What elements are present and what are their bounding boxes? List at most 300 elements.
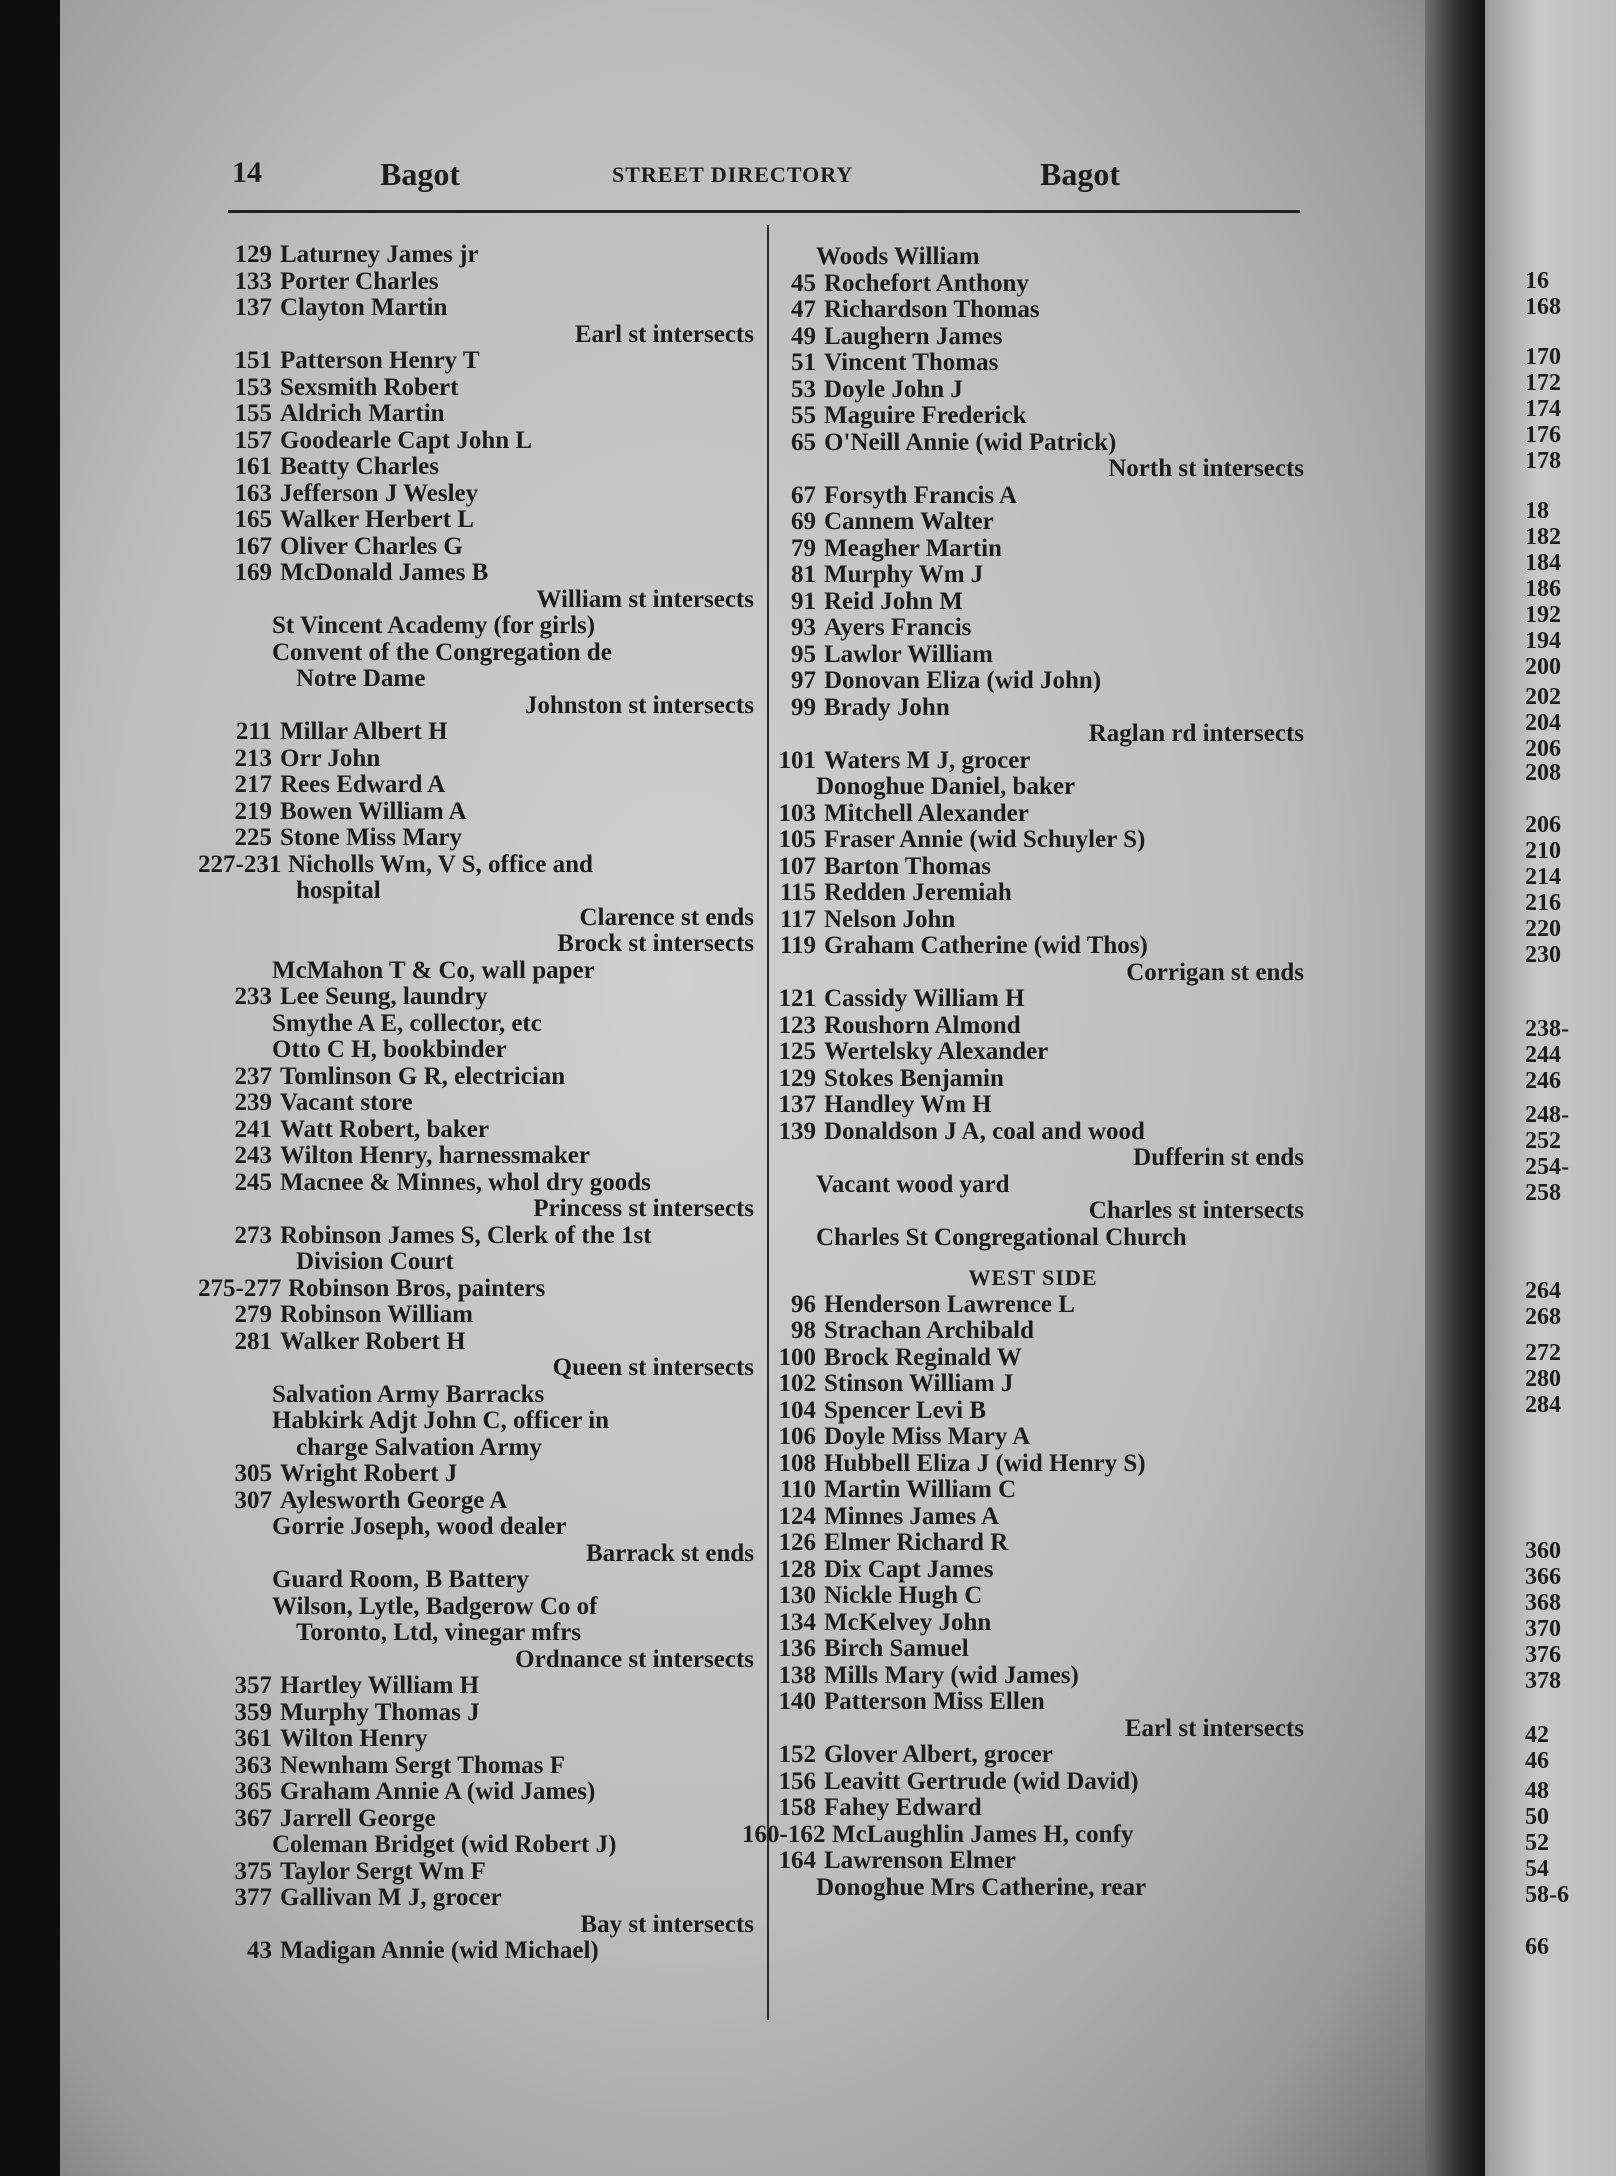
entry-text: Tomlinson G R, electrician xyxy=(280,1062,566,1090)
directory-entry xyxy=(762,1013,1304,1040)
directory-entry xyxy=(218,1700,754,1727)
house-number: 157 xyxy=(234,426,272,454)
entry-text: McMahon T & Co, wall paper xyxy=(272,956,595,984)
directory-entry xyxy=(218,1673,754,1700)
directory-entry xyxy=(762,1066,1304,1093)
entry-text: Wertelsky Alexander xyxy=(824,1038,1049,1065)
directory-entry xyxy=(218,1037,754,1064)
house-number: 217 xyxy=(234,771,272,798)
directory-entry xyxy=(762,1795,1304,1822)
house-number: 305 xyxy=(234,1460,272,1487)
directory-entry xyxy=(762,1451,1304,1478)
entry-text: Doyle Miss Mary A xyxy=(824,1423,1031,1450)
house-number: 363 xyxy=(234,1751,272,1779)
next-page-house-number: 264 xyxy=(1525,1278,1561,1304)
next-page-house-number: 280 xyxy=(1525,1366,1561,1392)
next-page-house-number: 370 xyxy=(1525,1616,1561,1642)
house-number: 359 xyxy=(234,1698,272,1726)
entry-text: Sexsmith Robert xyxy=(280,373,459,401)
house-number: 104 xyxy=(778,1396,816,1424)
house-number: 273 xyxy=(234,1221,272,1249)
next-page-house-number: 182 xyxy=(1525,524,1561,550)
entry-text: Vacant store xyxy=(280,1089,413,1116)
entry-text: St Vincent Academy (for girls) xyxy=(272,612,596,639)
directory-entry xyxy=(762,1663,1304,1690)
house-number: 241 xyxy=(234,1115,272,1143)
house-number: 106 xyxy=(778,1423,816,1450)
cross-street-note xyxy=(762,1716,1304,1743)
next-page-house-number: 172 xyxy=(1525,370,1561,396)
entry-text: Brady John xyxy=(824,693,950,721)
directory-title: STREET DIRECTORY xyxy=(612,162,854,187)
house-number: 51 xyxy=(791,349,816,376)
house-number: 124 xyxy=(778,1502,816,1530)
directory-entry xyxy=(218,1726,754,1753)
entry-text: Salvation Army Barracks xyxy=(272,1380,545,1408)
directory-entry xyxy=(218,984,754,1011)
house-number: 96 xyxy=(791,1290,816,1318)
entry-text: Brock st intersects xyxy=(557,930,754,957)
directory-entry xyxy=(762,244,1304,271)
next-page-house-number: 284 xyxy=(1525,1392,1561,1418)
entry-text: Cannem Walter xyxy=(824,508,994,535)
directory-entry xyxy=(218,1806,754,1833)
house-number: 134 xyxy=(778,1608,816,1636)
house-number: 119 xyxy=(779,932,816,959)
directory-entry xyxy=(218,1594,754,1621)
entry-text: Guard Room, B Battery xyxy=(272,1566,529,1593)
house-number: 129 xyxy=(778,1064,816,1092)
house-number: 97 xyxy=(791,667,816,694)
entry-text: Ordnance st intersects xyxy=(515,1645,754,1673)
cross-street-note xyxy=(218,1647,754,1674)
house-number: 128 xyxy=(778,1555,816,1583)
house-number: 167 xyxy=(234,532,272,560)
house-number: 156 xyxy=(778,1767,816,1795)
next-page-house-number: 178 xyxy=(1525,448,1561,474)
entry-text: Aldrich Martin xyxy=(280,400,445,427)
house-number: 281 xyxy=(234,1327,272,1355)
directory-entry xyxy=(762,1292,1304,1319)
house-number: 101 xyxy=(778,746,816,774)
page-header xyxy=(232,156,1302,196)
house-number: 69 xyxy=(791,508,816,535)
directory-entry xyxy=(218,1408,754,1435)
directory-entry xyxy=(762,509,1304,536)
house-number: 126 xyxy=(778,1529,816,1556)
next-page-house-number: 214 xyxy=(1525,864,1561,890)
directory-entry xyxy=(762,907,1304,934)
directory-entry xyxy=(218,1514,754,1541)
house-number: 219 xyxy=(234,797,272,825)
entry-text: hospital xyxy=(296,877,381,904)
next-page-house-number: 52 xyxy=(1525,1830,1549,1856)
directory-entry xyxy=(762,1769,1304,1796)
directory-entry xyxy=(762,695,1304,722)
directory-entry xyxy=(218,1885,754,1912)
house-number: 361 xyxy=(234,1725,272,1752)
entry-text: Cassidy William H xyxy=(824,985,1025,1012)
directory-entry xyxy=(762,1477,1304,1504)
entry-text: Rochefort Anthony xyxy=(824,269,1029,297)
directory-entry xyxy=(762,880,1304,907)
house-number: 65 xyxy=(791,428,816,456)
directory-entry xyxy=(762,1345,1304,1372)
next-page-house-number: 216 xyxy=(1525,890,1561,916)
entry-text: Watt Robert, baker xyxy=(280,1115,489,1143)
house-number: 233 xyxy=(234,983,272,1010)
house-number: 161 xyxy=(234,453,272,480)
house-number: 245 xyxy=(234,1168,272,1196)
cross-street-note xyxy=(218,1541,754,1568)
cross-street-note xyxy=(762,1198,1304,1225)
entry-text: Birch Samuel xyxy=(824,1635,969,1662)
directory-entry xyxy=(218,799,754,826)
directory-entry xyxy=(762,748,1304,775)
cross-street-note xyxy=(218,905,754,932)
directory-entry xyxy=(762,1398,1304,1425)
entry-text: Robinson William xyxy=(280,1301,473,1328)
next-page-house-number: 202 xyxy=(1525,684,1561,710)
directory-entry xyxy=(218,825,754,852)
entry-text: McKelvey John xyxy=(824,1608,992,1636)
cross-street-note xyxy=(218,322,754,349)
cross-street-note xyxy=(762,721,1304,748)
entry-text: Charles St Congregational Church xyxy=(816,1223,1187,1251)
house-number: 243 xyxy=(234,1142,272,1169)
next-page-house-number: 58-6 xyxy=(1525,1882,1569,1908)
house-number: 108 xyxy=(778,1449,816,1477)
entry-text: Fraser Annie (wid Schuyler S) xyxy=(824,826,1146,853)
cross-street-note xyxy=(218,1355,754,1382)
house-number: 140 xyxy=(778,1688,816,1715)
house-number: 211 xyxy=(235,718,272,745)
directory-entry xyxy=(762,642,1304,669)
entry-text: WEST SIDE xyxy=(968,1265,1098,1290)
entry-text: McLaughlin James H, confy xyxy=(832,1820,1134,1848)
cross-street-note xyxy=(218,587,754,614)
directory-entry xyxy=(762,1172,1304,1199)
entry-text: Handley Wm H xyxy=(824,1091,992,1118)
house-number: 49 xyxy=(791,322,816,350)
directory-entry xyxy=(218,1461,754,1488)
directory-entry xyxy=(762,1092,1304,1119)
entry-text: William st intersects xyxy=(536,585,754,613)
house-number: 43 xyxy=(247,1937,272,1964)
entry-text: Coleman Bridget (wid Robert J) xyxy=(272,1831,617,1858)
next-page-house-number: 18 xyxy=(1525,498,1549,524)
directory-entry xyxy=(218,1090,754,1117)
house-number: 123 xyxy=(778,1011,816,1039)
entry-text: Laturney James jr xyxy=(280,241,479,268)
next-page-house-number: 194 xyxy=(1525,628,1561,654)
entry-text: Reid John M xyxy=(824,587,963,615)
entry-text: Beatty Charles xyxy=(280,453,439,480)
house-number: 227-231 xyxy=(198,850,282,878)
cross-street-note xyxy=(218,931,754,958)
house-number: 275-277 xyxy=(198,1274,282,1302)
house-number: 160-162 xyxy=(742,1820,826,1848)
house-number: 107 xyxy=(778,852,816,880)
directory-entry xyxy=(762,1504,1304,1531)
entry-text: Laughern James xyxy=(824,322,1003,350)
directory-entry xyxy=(762,1610,1304,1637)
directory-entry xyxy=(218,772,754,799)
entry-text: Toronto, Ltd, vinegar mfrs xyxy=(296,1619,581,1646)
next-page-house-number: 208 xyxy=(1525,760,1561,786)
entry-text: Stokes Benjamin xyxy=(824,1064,1004,1092)
entry-text: Clarence st ends xyxy=(579,903,754,931)
spacer xyxy=(762,1251,1304,1265)
directory-entry xyxy=(218,1064,754,1091)
cross-street-note xyxy=(218,1912,754,1939)
entry-text: Lawlor William xyxy=(824,640,993,668)
directory-entry xyxy=(218,1620,754,1647)
directory-entry xyxy=(218,878,754,905)
next-page-house-number: 206 xyxy=(1525,812,1561,838)
directory-entry xyxy=(218,666,754,693)
entry-text: Strachan Archibald xyxy=(824,1317,1034,1344)
house-number: 55 xyxy=(791,402,816,429)
entry-text: Jarrell George xyxy=(280,1804,436,1832)
directory-entry xyxy=(198,850,754,879)
directory-entry xyxy=(198,1274,754,1303)
directory-entry xyxy=(218,507,754,534)
entry-text: Raglan rd intersects xyxy=(1088,720,1304,747)
entry-text: Clayton Martin xyxy=(280,294,448,321)
entry-text: Forsyth Francis A xyxy=(824,481,1018,509)
directory-entry xyxy=(218,481,754,508)
entry-text: Hartley William H xyxy=(280,1672,480,1699)
next-page-house-number: 16 xyxy=(1525,268,1549,294)
entry-text: Vacant wood yard xyxy=(816,1170,1010,1198)
entry-text: Stone Miss Mary xyxy=(280,824,462,851)
entry-text: Mills Mary (wid James) xyxy=(824,1661,1079,1689)
entry-text: Robinson James S, Clerk of the 1st xyxy=(280,1221,652,1249)
house-number: 130 xyxy=(778,1582,816,1609)
directory-entry xyxy=(762,827,1304,854)
entry-text: Maguire Frederick xyxy=(824,402,1027,429)
house-number: 81 xyxy=(791,561,816,588)
entry-text: Murphy Wm J xyxy=(824,561,984,588)
house-number: 100 xyxy=(778,1343,816,1371)
entry-text: Wilson, Lytle, Badgerow Co of xyxy=(272,1592,598,1620)
entry-text: Otto C H, bookbinder xyxy=(272,1036,507,1063)
directory-entry xyxy=(218,1753,754,1780)
house-number: 137 xyxy=(778,1091,816,1118)
entry-text: Donovan Eliza (wid John) xyxy=(824,667,1102,694)
entry-text: charge Salvation Army xyxy=(296,1433,542,1461)
entry-text: Notre Dame xyxy=(296,665,426,692)
house-number: 158 xyxy=(778,1794,816,1821)
next-page-house-number: 238- xyxy=(1525,1016,1569,1042)
cross-street-note xyxy=(762,1145,1304,1172)
directory-entry xyxy=(218,1488,754,1515)
house-number: 79 xyxy=(791,534,816,562)
house-number: 152 xyxy=(778,1741,816,1768)
directory-entry xyxy=(218,1938,754,1965)
entry-text: Nelson John xyxy=(824,905,956,933)
next-page-house-number: 244 xyxy=(1525,1042,1561,1068)
directory-entry xyxy=(762,854,1304,881)
entry-text: Habkirk Adjt John C, officer in xyxy=(272,1407,610,1434)
entry-text: Hubbell Eliza J (wid Henry S) xyxy=(824,1449,1146,1477)
house-number: 47 xyxy=(791,296,816,323)
directory-entry xyxy=(218,613,754,640)
entry-text: Vincent Thomas xyxy=(824,349,999,376)
entry-text: Elmer Richard R xyxy=(824,1529,1009,1556)
house-number: 279 xyxy=(234,1301,272,1328)
entry-text: Dufferin st ends xyxy=(1133,1144,1304,1171)
next-page-house-number: 186 xyxy=(1525,576,1561,602)
house-number: 125 xyxy=(778,1038,816,1065)
directory-entry xyxy=(762,1689,1304,1716)
entry-text: Lawrenson Elmer xyxy=(824,1847,1016,1874)
directory-entry xyxy=(762,377,1304,404)
next-page-house-number: 168 xyxy=(1525,294,1561,320)
directory-entry xyxy=(762,1875,1304,1902)
directory-entry xyxy=(762,350,1304,377)
next-page-house-number: 360 xyxy=(1525,1538,1561,1564)
next-page-house-number: 192 xyxy=(1525,602,1561,628)
directory-entry xyxy=(218,1170,754,1197)
directory-entry xyxy=(218,1117,754,1144)
directory-entry xyxy=(218,1223,754,1250)
next-page-house-number: 42 xyxy=(1525,1722,1549,1748)
directory-entry xyxy=(218,348,754,375)
entry-text: Walker Herbert L xyxy=(280,506,474,533)
directory-entry xyxy=(762,297,1304,324)
directory-entry xyxy=(218,640,754,667)
next-page-house-number: 210 xyxy=(1525,838,1561,864)
directory-entry xyxy=(218,1249,754,1276)
directory-entry xyxy=(218,269,754,296)
entry-text: Gorrie Joseph, wood dealer xyxy=(272,1513,567,1540)
next-page-house-number: 376 xyxy=(1525,1642,1561,1668)
entry-text: Barton Thomas xyxy=(824,852,991,880)
entry-text: Wright Robert J xyxy=(280,1460,458,1487)
directory-entry xyxy=(218,1859,754,1886)
entry-text: Charles st intersects xyxy=(1088,1197,1304,1224)
entry-text: Ayers Francis xyxy=(824,614,972,641)
next-page-house-number: 272 xyxy=(1525,1340,1561,1366)
directory-entry xyxy=(218,1011,754,1038)
entry-text: Mitchell Alexander xyxy=(824,799,1029,827)
entry-text: Princess st intersects xyxy=(533,1195,754,1222)
entry-text: McDonald James B xyxy=(280,559,489,586)
house-number: 153 xyxy=(234,373,272,401)
cross-street-note xyxy=(762,456,1304,483)
house-number: 133 xyxy=(234,267,272,295)
entry-text: Redden Jeremiah xyxy=(824,879,1012,906)
directory-entry xyxy=(218,454,754,481)
directory-entry xyxy=(762,1848,1304,1875)
directory-entry xyxy=(762,986,1304,1013)
directory-entry xyxy=(762,933,1304,960)
directory-entry xyxy=(762,668,1304,695)
house-number: 98 xyxy=(791,1317,816,1344)
left-column xyxy=(198,241,754,1965)
house-number: 110 xyxy=(779,1476,816,1503)
house-number: 239 xyxy=(234,1089,272,1116)
house-number: 103 xyxy=(778,799,816,827)
entry-text: Donoghue Mrs Catherine, rear xyxy=(816,1873,1147,1901)
directory-entry xyxy=(218,242,754,269)
house-number: 67 xyxy=(791,481,816,509)
directory-entry xyxy=(218,1302,754,1329)
cross-street-note xyxy=(218,1196,754,1223)
directory-entry xyxy=(762,1583,1304,1610)
entry-text: Oliver Charles G xyxy=(280,532,463,560)
entry-text: Fahey Edward xyxy=(824,1794,982,1821)
house-number: 163 xyxy=(234,479,272,507)
next-page-house-number: 206 xyxy=(1525,736,1561,762)
entry-text: Waters M J, grocer xyxy=(824,746,1031,774)
entry-text: Madigan Annie (wid Michael) xyxy=(280,1937,599,1964)
house-number: 117 xyxy=(779,905,816,933)
directory-entry xyxy=(218,1329,754,1356)
house-number: 91 xyxy=(791,587,816,615)
next-page-house-number: 184 xyxy=(1525,550,1561,576)
house-number: 307 xyxy=(234,1486,272,1514)
entry-text: Newnham Sergt Thomas F xyxy=(280,1751,565,1779)
next-page-house-number: 48 xyxy=(1525,1778,1549,1804)
house-number: 237 xyxy=(234,1062,272,1090)
entry-text: Rees Edward A xyxy=(280,771,446,798)
next-page-house-number: 170 xyxy=(1525,344,1561,370)
directory-entry xyxy=(218,1832,754,1859)
entry-text: Minnes James A xyxy=(824,1502,999,1530)
directory-entry xyxy=(762,1225,1304,1252)
next-page-house-number: 176 xyxy=(1525,422,1561,448)
directory-entry xyxy=(762,536,1304,563)
entry-text: Donoghue Daniel, baker xyxy=(816,773,1076,800)
entry-text: Meagher Martin xyxy=(824,534,1002,562)
entry-text: Woods William xyxy=(816,243,980,270)
next-page-house-number: 254- xyxy=(1525,1154,1569,1180)
directory-entry xyxy=(762,403,1304,430)
directory-entry xyxy=(218,1435,754,1462)
next-page-house-number: 230 xyxy=(1525,942,1561,968)
directory-entry xyxy=(762,1039,1304,1066)
entry-text: Nicholls Wm, V S, office and xyxy=(288,850,593,878)
page-number: 14 xyxy=(232,156,262,189)
house-number: 53 xyxy=(791,375,816,403)
entry-text: Robinson Bros, painters xyxy=(288,1274,546,1302)
entry-text: Bay st intersects xyxy=(580,1910,754,1938)
entry-text: Patterson Miss Ellen xyxy=(824,1688,1045,1715)
house-number: 45 xyxy=(791,269,816,297)
entry-text: Wilton Henry xyxy=(280,1725,428,1752)
house-number: 365 xyxy=(234,1778,272,1805)
directory-entry xyxy=(762,1530,1304,1557)
next-page-house-number: 200 xyxy=(1525,654,1561,680)
entry-text: Graham Catherine (wid Thos) xyxy=(824,932,1148,959)
directory-entry xyxy=(762,774,1304,801)
directory-entry xyxy=(762,801,1304,828)
entry-text: Murphy Thomas J xyxy=(280,1698,480,1726)
house-number: 139 xyxy=(778,1117,816,1145)
directory-entry xyxy=(762,615,1304,642)
house-number: 105 xyxy=(778,826,816,853)
next-page-house-number: 366 xyxy=(1525,1564,1561,1590)
entry-text: Patterson Henry T xyxy=(280,347,480,374)
entry-text: Dix Capt James xyxy=(824,1555,994,1583)
book-spine xyxy=(1425,0,1485,2176)
directory-entry xyxy=(762,324,1304,351)
entry-text: Stinson William J xyxy=(824,1370,1014,1397)
entry-text: O'Neill Annie (wid Patrick) xyxy=(824,428,1117,456)
